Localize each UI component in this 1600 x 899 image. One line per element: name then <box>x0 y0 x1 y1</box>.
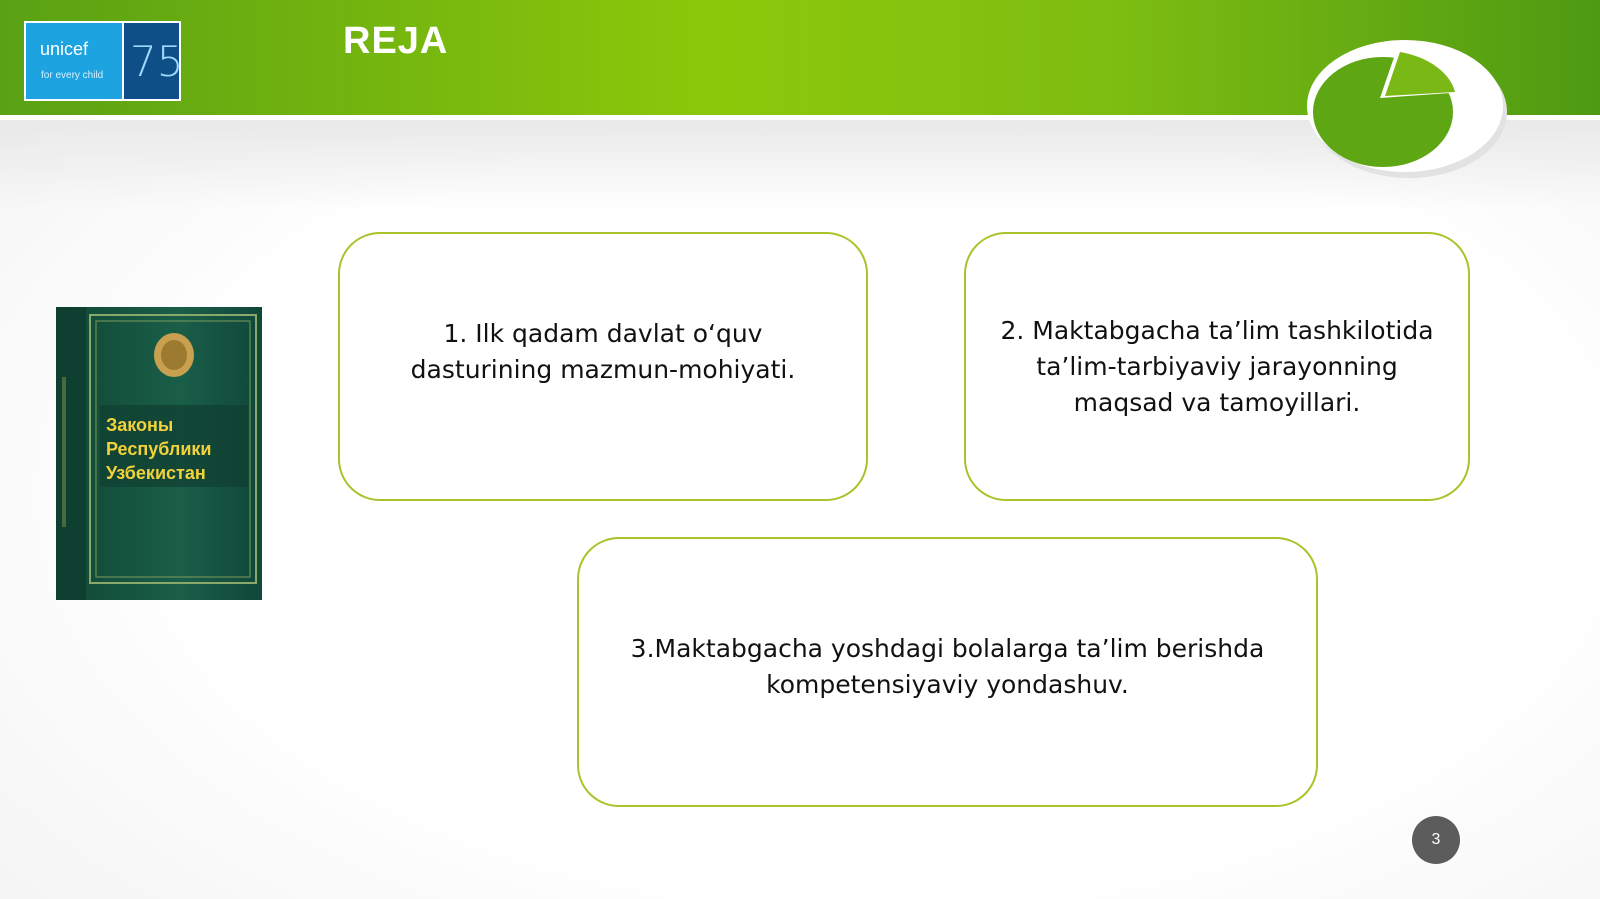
law-book-image <box>56 307 262 600</box>
plan-card-3 <box>577 537 1318 807</box>
page-number-badge: 3 <box>1412 816 1460 864</box>
plan-card-3-text: 3.Maktabgacha yoshdagi bolalarga ta’lim berishda kompetensiyaviy yondashuv. <box>630 634 1265 699</box>
plan-card-2 <box>964 232 1470 501</box>
anniversary-panel <box>124 23 184 99</box>
book-title-line-2: Республики <box>106 439 212 459</box>
logo-wordmark: unicef <box>40 39 89 59</box>
anniversary-number: 75 <box>130 37 184 86</box>
plan-card-1-text: 1. Ilk qadam davlat o‘quv dasturining mazmun-mohiyati. <box>410 318 796 384</box>
pie-logo-icon <box>1305 20 1535 180</box>
plan-card-1 <box>338 232 868 501</box>
unicef-75-logo <box>24 21 184 101</box>
unicef-logo-panel <box>26 23 122 99</box>
slide-title: REJA <box>343 20 449 62</box>
book-title-line-1: Законы <box>106 415 174 435</box>
book-title-line-3: Узбекистан <box>106 463 206 483</box>
plan-card-2-text: 2. Maktabgacha ta’lim tashkilotida ta’lim-tarbiyaviy jarayonning maqsad va tamoyillari. <box>1000 315 1434 417</box>
logo-tagline: for every child <box>41 70 104 81</box>
